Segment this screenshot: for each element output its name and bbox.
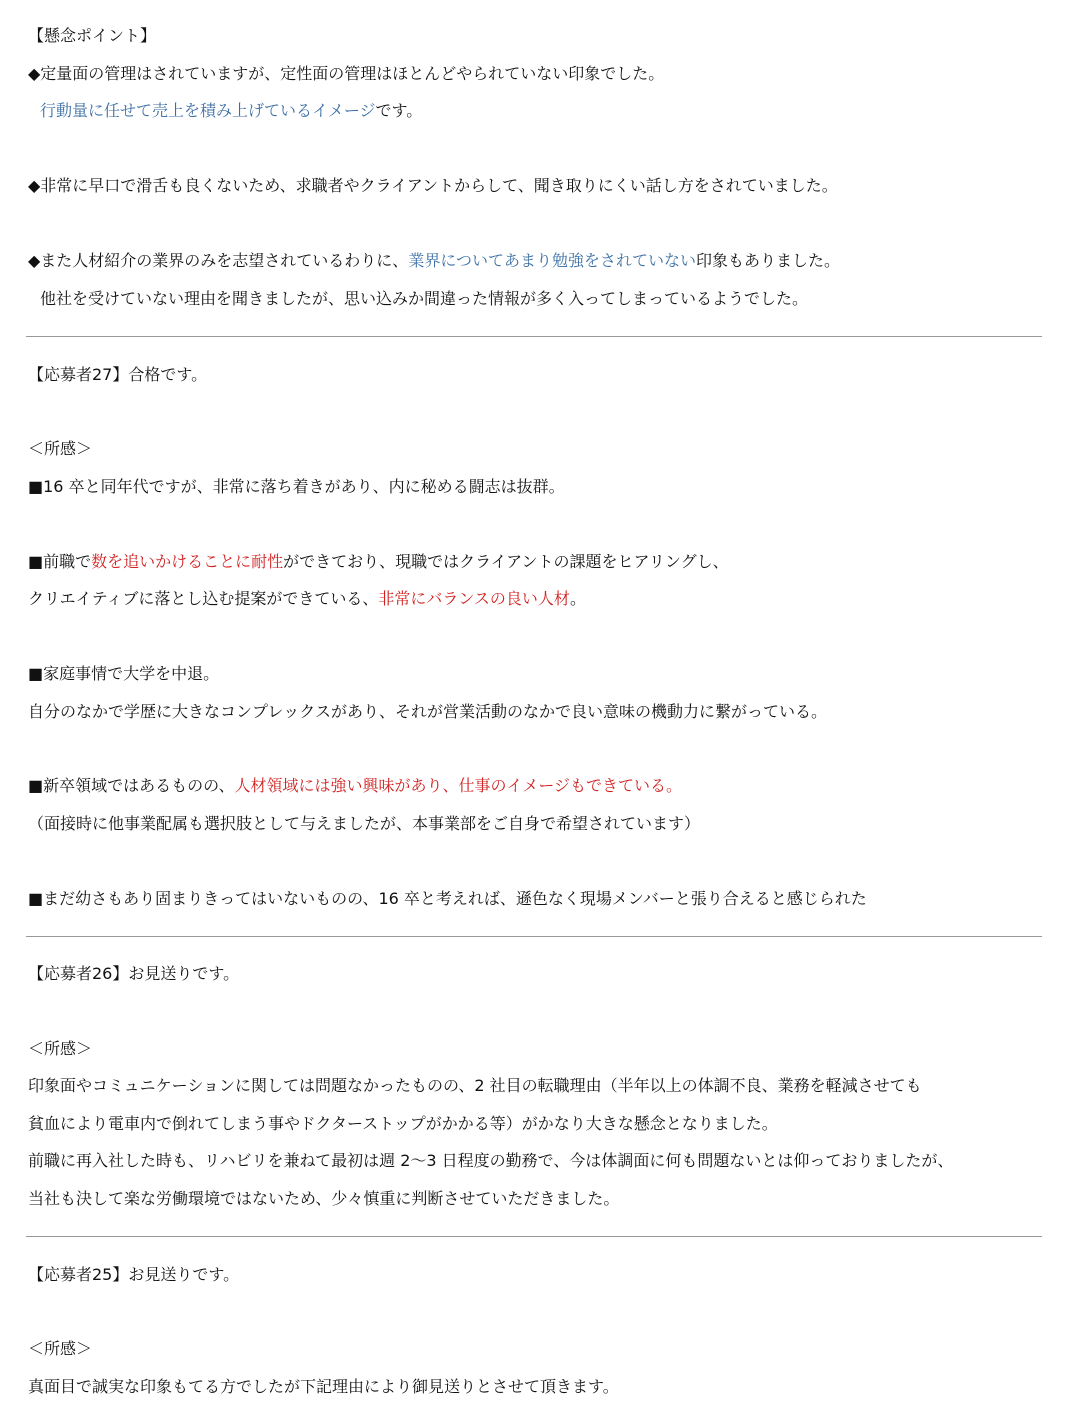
applicant-27-bullet-3: ■家庭事情で大学を中退。 (28, 664, 220, 683)
plain-text: です。 (375, 101, 423, 120)
applicant-27-bullet-1: ■16 卒と同年代ですが、非常に落ち着きがあり、内に秘める闘志は抜群。 (28, 477, 565, 496)
applicant-27-bullet-4-cont: （面接時に他事業配属も選択肢として与えましたが、本事業部をご自身で希望されています） (28, 814, 701, 833)
applicant-27-heading: 【応募者27】合格です。 (28, 365, 208, 384)
divider (26, 1236, 1042, 1237)
divider (26, 336, 1042, 337)
plain-text: ■新卒領域ではあるものの、 (28, 776, 235, 795)
plain-text: ■前職で (28, 552, 92, 571)
concern-point-1-detail (40, 101, 422, 121)
highlight-text: 業界についてあまり勉強をされていない (408, 251, 696, 270)
applicant-27-bullet-4 (28, 776, 682, 796)
highlight-text: 人材領域には強い興味があり、仕事のイメージもできている。 (234, 776, 683, 795)
applicant-27-bullet-5: ■まだ幼さもあり固まりきってはいないものの、16 卒と考えれば、遜色なく現場メンバーと張り合えると感じられた (28, 889, 867, 908)
highlight-text: 行動量に任せて売上を積み上げているイメージ (40, 101, 376, 120)
concern-point-3 (28, 251, 840, 271)
applicant-26-line-4: 当社も決して楽な労働環境ではないため、少々慎重に判断させていただきました。 (28, 1189, 620, 1208)
plain-text: ができており、現職ではクライアントの課題をヒアリングし、 (283, 552, 729, 571)
concern-heading: 【懸念ポイント】 (28, 26, 157, 45)
applicant-25-heading: 【応募者25】お見送りです。 (28, 1265, 240, 1284)
applicant-26-line-1: 印象面やコミュニケーションに関しては問題なかったものの、2 社目の転職理由（半年以上の体調不良、業務を軽減させても (28, 1076, 922, 1095)
plain-text: クリエイティブに落とし込む提案ができている、 (28, 589, 379, 608)
applicant-27-bullet-3-cont: 自分のなかで学歴に大きなコンプレックスがあり、それが営業活動のなかで良い意味の機動力に繋がっている。 (28, 702, 828, 721)
applicant-27-bullet-2-cont (28, 589, 586, 609)
highlight-text: 数を追いかけることに耐性 (91, 552, 284, 571)
applicant-27-bullet-2 (28, 552, 729, 572)
applicant-26-heading: 【応募者26】お見送りです。 (28, 964, 240, 983)
plain-text: 印象もありました。 (696, 251, 841, 270)
applicant-25-line-1: 真面目で誠実な印象もてる方でしたが下記理由により御見送りとさせて頂きます。 (28, 1377, 619, 1396)
applicant-26-impression-label: ＜所感＞ (28, 1039, 93, 1058)
concern-point-3-detail: 他社を受けていない理由を聞きましたが、思い込みか間違った情報が多く入ってしまっているようでした。 (40, 289, 809, 308)
applicant-25-impression-label: ＜所感＞ (28, 1339, 93, 1358)
divider (26, 936, 1042, 937)
applicant-27-impression-label: ＜所感＞ (28, 439, 93, 458)
plain-text: 。 (569, 589, 586, 608)
highlight-text: 非常にバランスの良い人材 (378, 589, 570, 608)
plain-text: ◆また人材紹介の業界のみを志望されているわりに、 (28, 251, 409, 270)
applicant-26-line-2: 貧血により電車内で倒れてしまう事やドクターストップがかかる等）がかなり大きな懸念となりました。 (28, 1114, 778, 1133)
applicant-26-line-3: 前職に再入社した時も、リハビリを兼ねて最初は週 2～3 日程度の勤務で、今は体調面に何も問題ないとは仰っておりましたが、 (28, 1151, 954, 1170)
concern-point-2: ◆非常に早口で滑舌も良くないため、求職者やクライアントからして、聞き取りにくい話し方をされていました。 (28, 176, 838, 195)
concern-point-1: ◆定量面の管理はされていますが、定性面の管理はほとんどやられていない印象でした。 (28, 64, 665, 83)
